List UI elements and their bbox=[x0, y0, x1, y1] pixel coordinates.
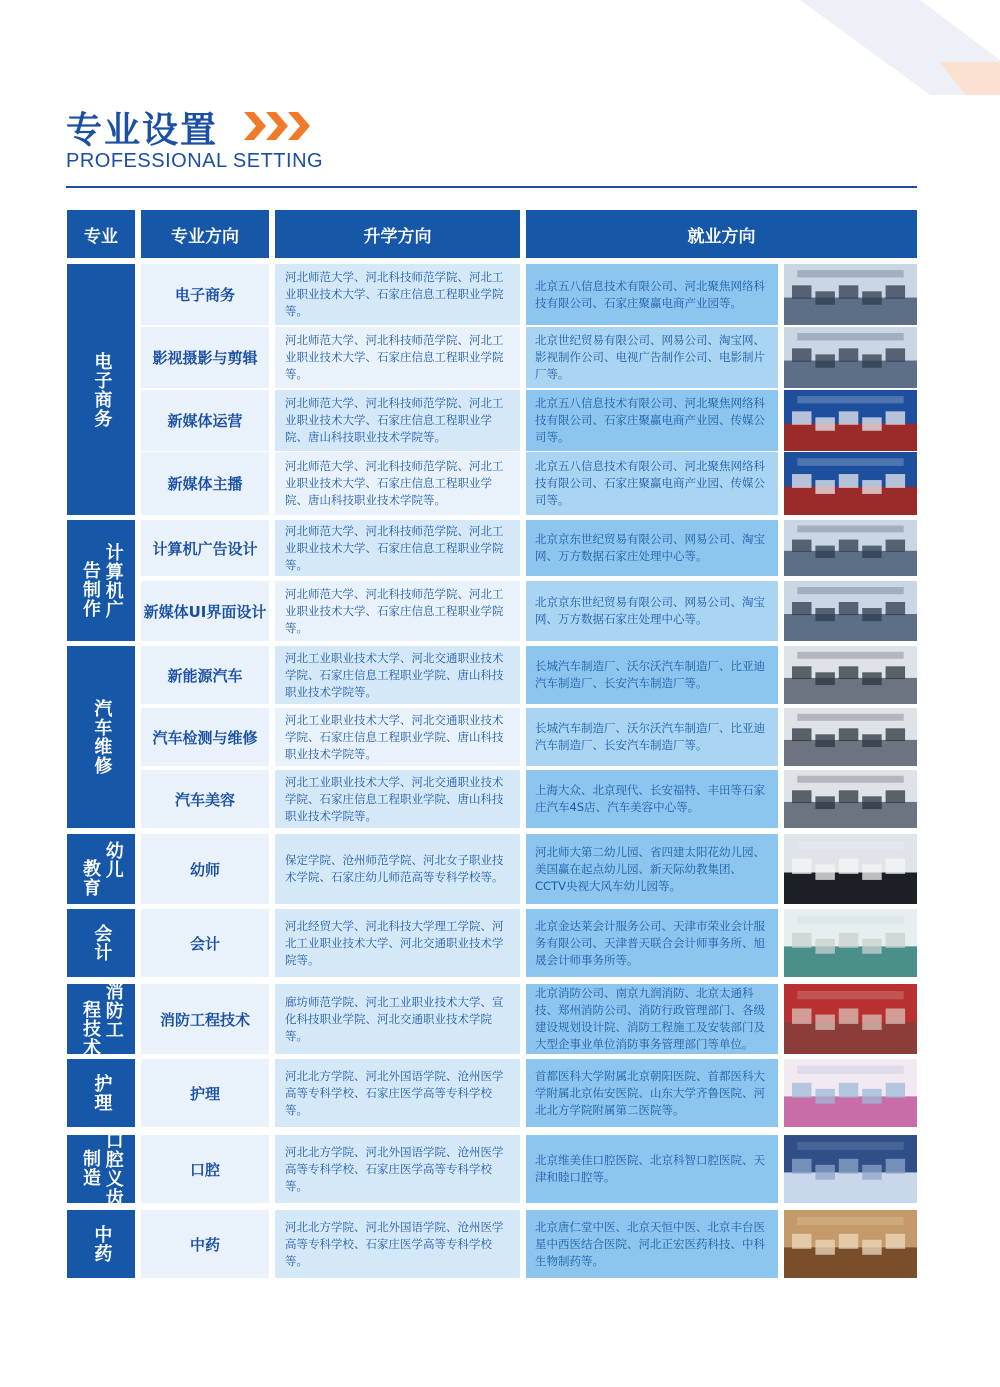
study-cell: 河北北方学院、河北外国语学院、沧州医学高等专科学校、石家庄医学高等专科学校等。 bbox=[275, 1135, 520, 1203]
direction-cell: 汽车检测与维修 bbox=[141, 708, 269, 766]
job-cell: 北京京东世纪贸易有限公司、网易公司、淘宝网、万方数据石家庄处理中心等。 bbox=[526, 581, 778, 641]
major-cell bbox=[67, 520, 135, 641]
studio-photo bbox=[784, 390, 917, 451]
computer-lab-photo bbox=[784, 327, 917, 388]
major-cell bbox=[67, 909, 135, 977]
study-cell: 河北北方学院、河北外国语学院、沧州医学高等专科学校、石家庄医学高等专科学校等。 bbox=[275, 1059, 520, 1127]
studio-photo bbox=[784, 452, 917, 515]
major-label-part: 告制作 bbox=[80, 560, 101, 618]
dental-photo bbox=[784, 1135, 917, 1203]
job-cell: 长城汽车制造厂、沃尔沃汽车制造厂、比亚迪汽车制造厂、长安汽车制造厂等。 bbox=[526, 708, 778, 766]
garage-photo bbox=[784, 646, 917, 704]
computer-lab-photo bbox=[784, 581, 917, 641]
direction-cell: 中药 bbox=[141, 1210, 269, 1278]
major-label-part: 计算机广 bbox=[102, 542, 124, 619]
major-label: 护理 bbox=[91, 1074, 113, 1112]
major-cell bbox=[67, 981, 135, 1057]
study-cell: 河北工业职业技术大学、河北交通职业技术学院、石家庄信息工程职业学院、唐山科技职业技术学院等。 bbox=[275, 770, 520, 828]
direction-cell: 新能源汽车 bbox=[141, 646, 269, 704]
study-cell: 河北师范大学、河北科技师范学院、河北工业职业技术大学、石家庄信息工程职业学院、唐山科技职业技术学院等。 bbox=[275, 390, 520, 451]
direction-cell: 口腔 bbox=[141, 1135, 269, 1203]
major-cell bbox=[67, 264, 135, 515]
major-cell bbox=[67, 1210, 135, 1278]
major-label: 中药 bbox=[91, 1225, 113, 1263]
job-cell: 首都医科大学附属北京朝阳医院、首都医科大学附属北京佑安医院、山东大学齐鲁医院、河北北方学院附属第二医院等。 bbox=[526, 1059, 778, 1127]
page-subtitle: PROFESSIONAL SETTING bbox=[66, 150, 324, 172]
page-title: 专业设置 bbox=[66, 110, 219, 151]
chevron-arrows-icon bbox=[244, 112, 312, 140]
study-cell: 河北工业职业技术大学、河北交通职业技术学院、石家庄信息工程职业学院、唐山科技职业技术学院等。 bbox=[275, 646, 520, 704]
major-cell bbox=[67, 646, 135, 828]
direction-cell: 汽车美容 bbox=[141, 770, 269, 828]
job-cell: 北京五八信息技术有限公司、河北聚焦网络科技有限公司、石家庄聚赢电商产业园、传媒公司等。 bbox=[526, 452, 778, 515]
computer-lab-photo bbox=[784, 520, 917, 576]
col-header-job: 就业方向 bbox=[526, 210, 917, 258]
col-header-study: 升学方向 bbox=[275, 210, 520, 258]
garage-photo bbox=[784, 770, 917, 828]
direction-cell: 计算机广告设计 bbox=[141, 520, 269, 576]
piano-photo bbox=[784, 834, 917, 904]
corner-decoration bbox=[780, 0, 1000, 95]
study-cell: 河北师范大学、河北科技师范学院、河北工业职业技术大学、石家庄信息工程职业学院等。 bbox=[275, 520, 520, 576]
job-cell: 北京金达莱会计服务公司、天津市荣业会计服务有限公司、天津普天联合会计师事务所、旭晟会计师事务所等。 bbox=[526, 909, 778, 977]
job-cell: 北京五八信息技术有限公司、河北聚焦网络科技有限公司、石家庄聚赢电商产业园、传媒公司等。 bbox=[526, 390, 778, 451]
job-cell: 北京维美佳口腔医院、北京科智口腔医院、天津和睦口腔等。 bbox=[526, 1135, 778, 1203]
direction-cell: 护理 bbox=[141, 1059, 269, 1127]
job-cell: 河北师大第二幼儿园、省四建太阳花幼儿园、美国赢在起点幼儿园、新天际幼教集团、CCTV央视大风车幼儿园等。 bbox=[526, 834, 778, 904]
direction-cell: 新媒体运营 bbox=[141, 390, 269, 451]
job-cell: 北京五八信息技术有限公司、河北聚焦网络科技有限公司、石家庄聚赢电商产业园等。 bbox=[526, 264, 778, 325]
study-cell: 保定学院、沧州师范学院、河北女子职业技术学院、石家庄幼儿师范高等专科学校等。 bbox=[275, 834, 520, 904]
direction-cell: 会计 bbox=[141, 909, 269, 977]
major-label-part: 教育 bbox=[80, 859, 101, 897]
fire-lab-photo bbox=[784, 984, 917, 1054]
pharmacy-photo bbox=[784, 1210, 917, 1278]
study-cell: 河北师范大学、河北科技师范学院、河北工业职业技术大学、石家庄信息工程职业学院、唐山科技职业技术学院等。 bbox=[275, 452, 520, 515]
job-cell: 北京京东世纪贸易有限公司、网易公司、淘宝网、万方数据石家庄处理中心等。 bbox=[526, 520, 778, 576]
direction-cell: 新媒体UI界面设计 bbox=[141, 581, 269, 641]
job-cell: 上海大众、北京现代、长安福特、丰田等石家庄汽车4S店、汽车美容中心等。 bbox=[526, 770, 778, 828]
major-label-part: 消防工 bbox=[102, 981, 124, 1039]
col-header-direction: 专业方向 bbox=[141, 210, 269, 258]
major-label-part: 程技术 bbox=[80, 999, 101, 1057]
direction-cell: 幼师 bbox=[141, 834, 269, 904]
major-cell bbox=[67, 1131, 135, 1207]
major-label: 会计 bbox=[91, 924, 113, 962]
major-cell bbox=[67, 834, 135, 904]
computer-lab-photo bbox=[784, 264, 917, 325]
study-cell: 河北工业职业技术大学、河北交通职业技术学院、石家庄信息工程职业学院、唐山科技职业技术学院等。 bbox=[275, 708, 520, 766]
study-cell: 河北师范大学、河北科技师范学院、河北工业职业技术大学、石家庄信息工程职业学院等。 bbox=[275, 581, 520, 641]
direction-cell: 电子商务 bbox=[141, 264, 269, 325]
major-label-part: 幼儿 bbox=[102, 841, 124, 879]
study-cell: 河北经贸大学、河北科技大学理工学院、河北工业职业技术大学、河北交通职业技术学院等。 bbox=[275, 909, 520, 977]
study-cell: 廊坊师范学院、河北工业职业技术大学、宣化科技职业学院、河北交通职业技术学院等。 bbox=[275, 984, 520, 1054]
job-cell: 北京消防公司、南京九润消防、北京太通科技、郑州消防公司、消防行政管理部门、各级建设规划设计院、消防工程施工及安装部门及大型企事业单位消防事务管理部门等单位。 bbox=[526, 984, 778, 1054]
study-cell: 河北师范大学、河北科技师范学院、河北工业职业技术大学、石家庄信息工程职业学院等。 bbox=[275, 264, 520, 325]
major-label-part: 制造 bbox=[80, 1149, 101, 1187]
ward-photo bbox=[784, 1059, 917, 1127]
direction-cell: 新媒体主播 bbox=[141, 452, 269, 515]
direction-cell: 消防工程技术 bbox=[141, 984, 269, 1054]
direction-cell: 影视摄影与剪辑 bbox=[141, 327, 269, 388]
major-cell bbox=[67, 1059, 135, 1127]
col-header-major: 专业 bbox=[67, 210, 135, 258]
garage-photo bbox=[784, 708, 917, 766]
major-label-part: 口腔义齿 bbox=[102, 1131, 124, 1207]
study-cell: 河北北方学院、河北外国语学院、沧州医学高等专科学校、石家庄医学高等专科学校等。 bbox=[275, 1210, 520, 1278]
study-cell: 河北师范大学、河北科技师范学院、河北工业职业技术大学、石家庄信息工程职业学院等。 bbox=[275, 327, 520, 388]
major-label: 汽车维修 bbox=[91, 699, 113, 775]
job-cell: 长城汽车制造厂、沃尔沃汽车制造厂、比亚迪汽车制造厂、长安汽车制造厂等。 bbox=[526, 646, 778, 704]
header-divider bbox=[66, 186, 917, 188]
classroom-photo bbox=[784, 909, 917, 977]
job-cell: 北京世纪贸易有限公司、网易公司、淘宝网、影视制作公司、电视广告制作公司、电影制片厂等。 bbox=[526, 327, 778, 388]
major-label: 电子商务 bbox=[91, 351, 113, 428]
job-cell: 北京唐仁堂中医、北京天恒中医、北京丰台医星中西医结合医院、河北正宏医药科技、中科生物制药等。 bbox=[526, 1210, 778, 1278]
